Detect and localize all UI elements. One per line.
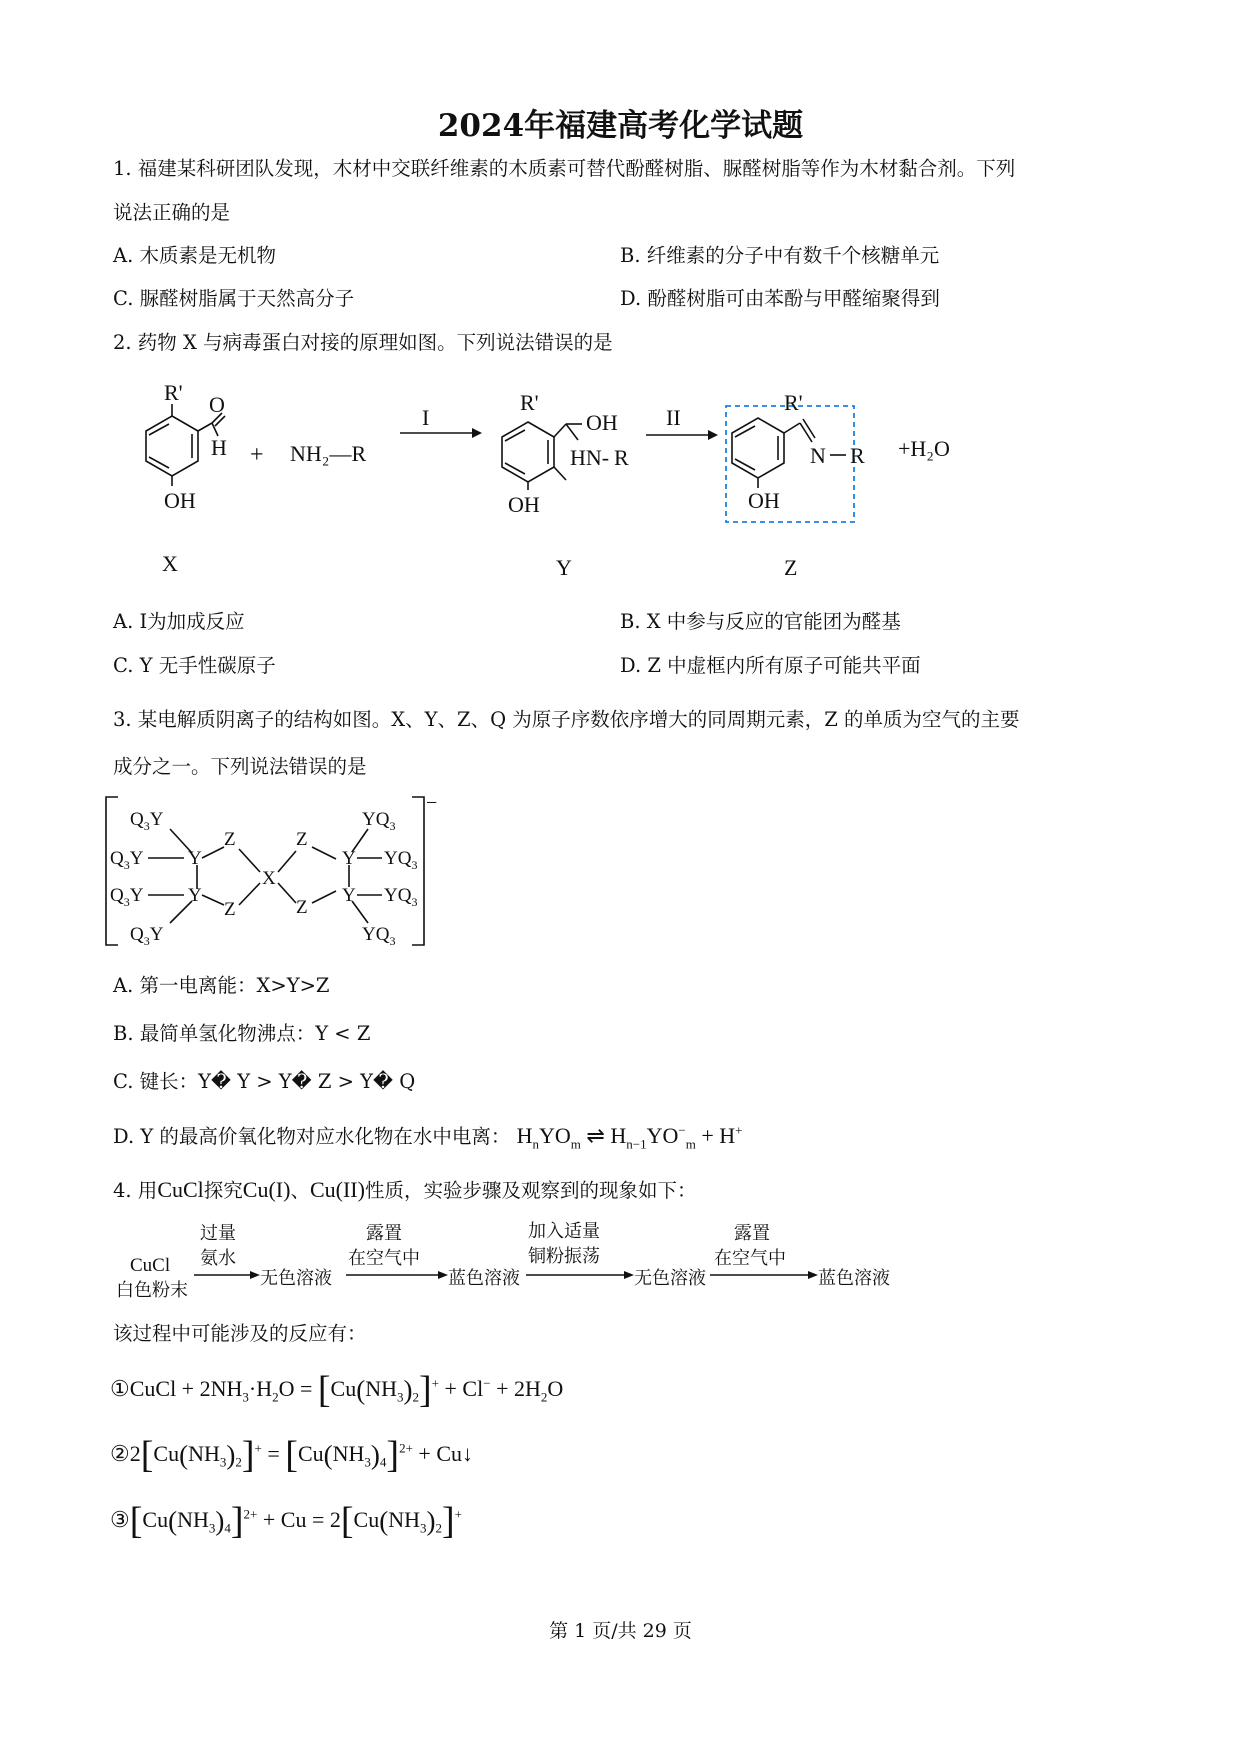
flow-step4-result: 蓝色溶液 [818,1268,890,1288]
z-substituent: R' [784,390,803,415]
svg-text:YQ3: $YQ_3$ [384,848,418,872]
q4-reactions-intro: 该过程中可能涉及的反应有： [113,1322,367,1345]
svg-text:Z: Z [296,897,308,918]
reagent-amine: NH₂—R [290,441,367,466]
page-footer: 第 1 页/共 29 页 [549,1620,692,1642]
svg-text:OH: OH [748,488,780,513]
svg-text:N: N [810,443,826,468]
svg-text:Q3Y: $Q_3Y$ [130,809,164,833]
svg-text:HN-: HN- [570,445,610,470]
flow-step3-cond-bottom: 铜粉振荡 [528,1246,600,1266]
q3-option-c: C. 键长：Y� Y > Y� Z > Y� Q [113,1070,416,1093]
label-y: Y [556,555,572,580]
arrow-label-ii: II [666,405,681,430]
svg-text:R: R [614,445,629,470]
q2-option-c: C. Y 无手性碳原子 [113,654,276,677]
q3-stem-line2: 成分之一。下列说法错误的是 [113,755,367,778]
plus-sign: + [250,442,264,468]
flow-step1-result: 无色溶液 [260,1268,332,1288]
svg-text:H: H [211,435,227,460]
q1-option-a: A. 木质素是无机物 [113,244,276,267]
svg-text:Y: Y [342,885,356,906]
q3-option-d [113,1121,742,1152]
svg-text:X: X [262,868,276,889]
flow-step4-cond-top: 露置 [734,1223,770,1243]
flow-step2-cond-top: 露置 [366,1223,402,1243]
label-z: Z [784,555,798,580]
svg-text:R: R [850,443,865,468]
reaction-2: $②2[Cu(NH_3)_2]^+ = [Cu(NH_3)_4]^{2+}$ + Cu↓ [110,1434,473,1476]
flow-step1-cond-top: 过量 [200,1223,236,1243]
svg-text:YQ3: $YQ_3$ [362,924,396,948]
svg-text:Z: Z [296,829,308,850]
flow-step1-cond-bottom: 氨水 [200,1248,236,1268]
svg-text:Y: Y [188,885,202,906]
q3-anion-structure [100,795,450,950]
flow-step3-result: 无色溶液 [634,1268,706,1288]
arrow-label-i: I [422,405,430,430]
svg-text:Q3Y: $Q_3Y$ [130,924,164,948]
q1-option-d: D. 酚醛树脂可由苯酚与甲醛缩聚得到 [620,287,940,310]
q3-option-a: A. 第一电离能：X>Y>Z [113,974,330,997]
q3-option-d-equilibrium: $H_nYO_m$ ⇌ $H_{n-1}YO^-_m + H^+$ [516,1122,743,1152]
q3-option-d-text: D. Y 的最高价氧化物对应水化物在水中电离： [113,1125,511,1148]
flow-start-top: CuCl [130,1255,171,1276]
reaction-3: $③[Cu(NH_3)_4]^{2+} + Cu = 2[Cu(NH_3)_2]^+$ [110,1500,462,1542]
svg-text:Q3Y: $Q_3Y$ [110,885,144,909]
svg-text:Q3Y: $Q_3Y$ [110,848,144,872]
y-substituent: R' [520,390,539,415]
q1-stem-line1: 1. 福建某科研团队发现，木材中交联纤维素的木质素可替代酚醛树脂、脲醛树脂等作为木材黏合剂。下列 [113,157,1016,180]
svg-text:Z: Z [224,829,236,850]
svg-text:YQ3: $YQ_3$ [384,885,418,909]
water-product: +H₂O [898,436,950,461]
q4-stem: 4. 用CuCl探究Cu(I)、Cu(II)性质，实验步骤及观察到的现象如下： [113,1177,697,1202]
q2-option-a: A. I为加成反应 [113,610,245,633]
svg-text:Z: Z [224,899,236,920]
svg-text:OH: OH [508,492,540,517]
svg-text:Y: Y [342,848,356,869]
q1-option-b: B. 纤维素的分子中有数千个核糖单元 [620,244,940,267]
svg-text:Y: Y [188,848,202,869]
svg-text:YQ3: $YQ_3$ [362,809,396,833]
q2-option-b: B. X 中参与反应的官能团为醛基 [620,610,901,633]
label-x: X [162,551,178,576]
flow-step3-cond-top: 加入适量 [528,1221,600,1241]
svg-text:O: O [209,392,225,417]
q2-stem: 2. 药物 X 与病毒蛋白对接的原理如图。下列说法错误的是 [113,331,613,354]
reaction-1: ①CuCl + $2NH_3\cdot H_2O = [Cu(NH_3)_2]^+ + Cl^- + 2H_2O$ [110,1369,564,1411]
q3-option-b: B. 最简单氢化物沸点：Y < Z [113,1022,371,1045]
page-title: 2024年福建高考化学试题 [437,108,804,144]
svg-text:OH: OH [164,488,196,513]
q1-option-c: C. 脲醛树脂属于天然高分子 [113,287,355,310]
svg-text:OH: OH [586,410,618,435]
q2-reaction-scheme [0,370,1241,595]
q2-option-d: D. Z 中虚框内所有原子可能共平面 [620,654,921,677]
anion-charge: − [426,795,438,814]
x-substituent: R' [164,380,183,405]
q4-experiment-flow [100,1220,920,1310]
flow-step4-cond-bottom: 在空气中 [714,1248,786,1268]
q3-stem-line1: 3. 某电解质阴离子的结构如图。X、Y、Z、Q 为原子序数依序增大的同周期元素，Z 的单质为空气的主要 [113,708,1020,731]
flow-step2-cond-bottom: 在空气中 [348,1248,420,1268]
flow-step2-result: 蓝色溶液 [448,1268,520,1288]
q1-stem-line2: 说法正确的是 [113,201,231,224]
flow-start-bottom: 白色粉末 [116,1280,188,1300]
